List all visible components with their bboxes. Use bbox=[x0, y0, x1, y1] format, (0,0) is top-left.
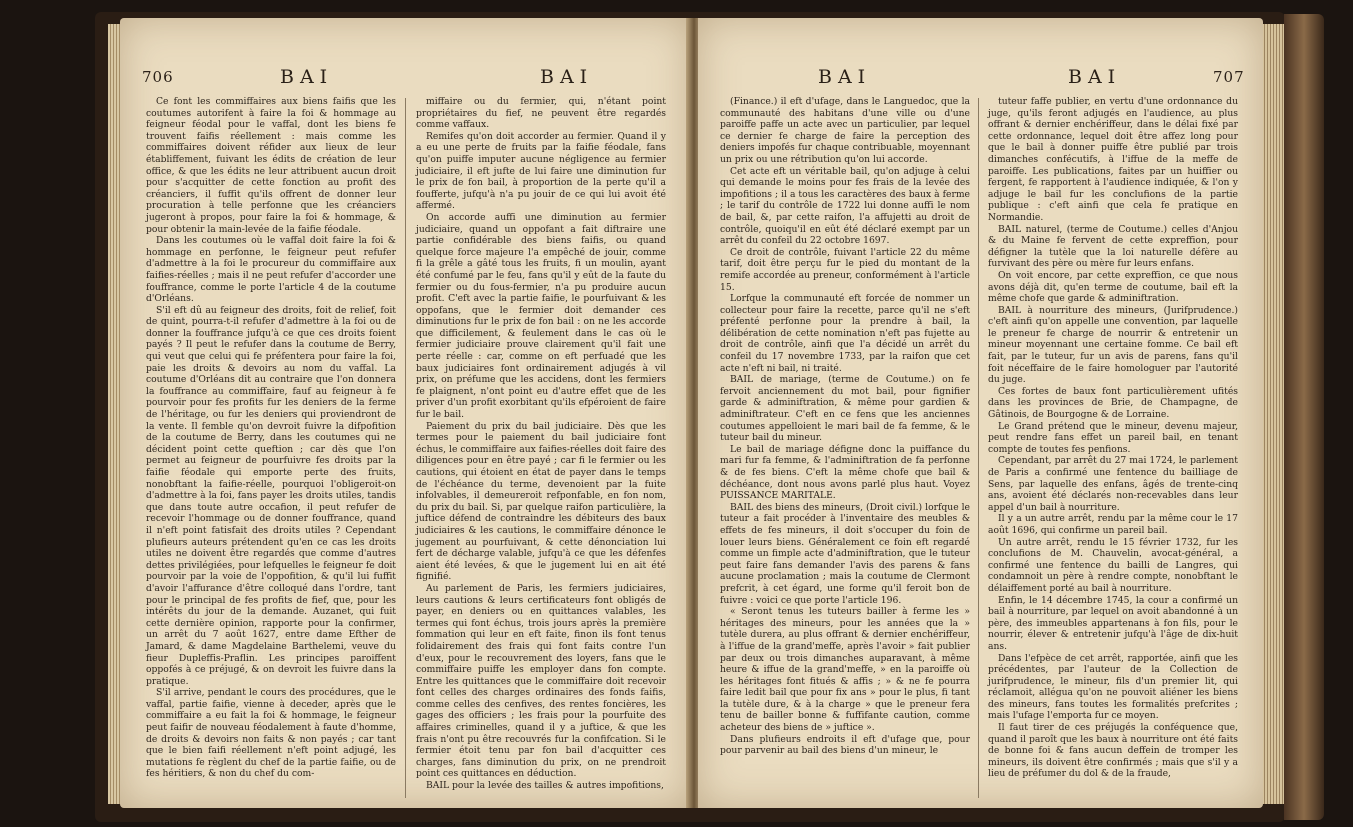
paragraph: BAIL de mariage, (terme de Coutume.) on fe fervoit anciennement du mot bail, pour fignifier garde & adminiftration, & même pour gardien & adminiftrateur. C'eft en ce fens que les anciennes coutumes appelloient le mari bail de fa femme, & le tuteur bail du mineur. bbox=[720, 374, 970, 444]
left-page-column-1 bbox=[146, 96, 396, 780]
paragraph: Cependant, par arrêt du 27 mai 1724, le parlement de Paris a confirmé une fentence du bailliage de Sens, par laquelle des enfans, âgés de trente-cinq ans, avoient été déclarés non-recevables dans leur appel d'un bail à nourriture. bbox=[988, 455, 1238, 513]
right-page-column-1 bbox=[720, 96, 970, 757]
paragraph: Cet acte eft un véritable bail, qu'on adjuge à celui qui demande le moins pour fes frais de la levée des impofitions ; il a tous les caractères des baux à ferme ; le tarif du contrôle de 1722 lui donne auffi le nom de bail, &, par cette raifon, l'a affujetti au droit de contrôle, quoiqu'il en eût été déclaré exempt par un arrêt du confeil du 22 octobre 1697. bbox=[720, 165, 970, 247]
paragraph: Paiement du prix du bail judiciaire. Dès que les termes pour le paiement du bail judiciaire font échus, le commiffaire aux faifies-réelles doit faire des diligences pour en être payé ; car fi le fermier ou les cautions, qui étoient en état de payer dans le temps de l'échéance du terme, devenoient par la fuite infolvables, il demeureroit refponfable, en fon nom, du prix du bail. Si, par quelque raifon particulière, la juftice défend de contraindre les débiteurs des baux judiciaires & les cautions, le commiffaire dénonce le jugement au pourfuivant, & cette dénonciation lui fert de décharge valable, jufqu'à ce que les défenfes aient été levées, & que le jugement lui en ait été fignifié. bbox=[416, 420, 666, 583]
running-head-right: BAI bbox=[540, 66, 594, 88]
book-spine bbox=[1284, 14, 1324, 820]
paragraph: BAIL pour la levée des tailles & autres impofitions, bbox=[426, 780, 664, 792]
left-page-header bbox=[120, 66, 690, 92]
paragraph: Au parlement de Paris, les fermiers judiciaires, leurs cautions & leurs certificateurs font obligés de payer, en deniers ou en quittances valables, les termes qui font échus, trois jours après la première fommation qui leur en eft faite, finon ils font tenus folidairement des frais qui font faits contre l'un d'eux, pour le recouvrement des loyers, fans que le commiffaire puiffe les employer dans fon compte. Entre les quittances que le commiffaire doit recevoir font celles des charges ordinaires des fonds faifis, comme celles des cenfives, des rentes foncières, les gages des officiers ; les frais pour la pourfuite des affaires criminelles, quand il y a juftice, & que les frais n'ont pu être recouvrés fur la confifcation. Si le fermier étoit tenu par fon bail d'acquitter ces charges, fans diminution du prix, on ne prendroit point ces quittances en déduction. bbox=[416, 582, 666, 780]
column-divider bbox=[405, 98, 406, 798]
paragraph: On voit encore, par cette expreffion, ce que nous avons déjà dit, qu'en terme de coutume, bail eft la même chofe que garde & adminiftration. bbox=[988, 269, 1238, 305]
left-page bbox=[120, 18, 690, 808]
right-page bbox=[698, 18, 1263, 808]
paragraph: Lorfque la communauté eft forcée de nommer un collecteur pour faire la recette, parce qu'il ne s'eft préfenté perfonne pour la prendre à bail, la délibération de cette nomination n'eft pas fujette au droit de contrôle, ainfi que l'a décidé un arrêt du confeil du 17 novembre 1733, par la raifon que cet acte n'eft ni bail, ni traité. bbox=[720, 293, 970, 374]
paragraph: Dans les coutumes où le vaffal doit faire la foi & hommage en perfonne, le feigneur peut refufer d'admettre à la foi le procureur du commiffaire aux faifies-réelles ; mais il ne peut refufer d'accorder une fouffrance, comme le porte l'article 4 de la coutume d'Orléans. bbox=[146, 235, 396, 305]
paragraph: « Seront tenus les tuteurs bailler à ferme les » héritages des mineurs, pour les années que la » tutèle durera, au plus offrant & dernier enchériffeur, à l'iffue de la grand'meffe, après l'avoir » fait publier par deux ou trois dimanches auparavant, à même heure & iffue de la grand'meffe, » en la paroiffe où les héritages font fitués & affis ; » & ne fe pourra faire ledit bail que pour fix ans » pour le plus, fi tant la tutèle dure, & à la charge » que le preneur fera tenu de bailler bonne & fuffifante caution, comme acheteur des biens de » juftice ». bbox=[720, 606, 970, 734]
paragraph: BAIL naturel, (terme de Coutume.) celles d'Anjou & du Maine fe fervent de cette expreffion, pour défigner la tutèle que la loi naturelle défère au furvivant des père ou mère fur leurs enfans. bbox=[988, 223, 1238, 270]
paragraph: S'il arrive, pendant le cours des procédures, que le vaffal, partie faifie, vienne à deceder, après que le commiffaire a eu fait la foi & hommage, le feigneur peut faifir de nouveau féodalement à faute d'homme, de droits & devoirs non faits & non payés ; car tant que le bien faifi réellement n'eft point adjugé, les mutations fe règlent du chef de la partie faifie, ou de fes héritiers, & non du chef du com- bbox=[146, 687, 396, 780]
paragraph: Enfin, le 14 décembre 1745, la cour a confirmé un bail à nourriture, par lequel on avoit abandonné à un père, des immeubles appartenans à fon fils, pour le nourrir, élever & entretenir jufqu'à l'âge de dix-huit ans. bbox=[988, 594, 1238, 652]
column-divider bbox=[978, 98, 979, 798]
left-page-column-2 bbox=[416, 96, 666, 792]
running-head-right: BAI bbox=[1068, 66, 1122, 88]
page-edges-right bbox=[1262, 24, 1284, 804]
paragraph: Ces fortes de baux font particulièrement ufités dans les provinces de Brie, de Champagne, de Gâtinois, de Bourgogne & de Lorraine. bbox=[988, 385, 1238, 421]
paragraph: On accorde auffi une diminution au fermier judiciaire, quand un oppofant a fait diftraire une partie confidérable des biens faifis, ou quand quelque force majeure l'a empêché de jouir, comme fi la grêle a gâté tous les fruits, fi un moulin, ayant été confumé par le feu, fans qu'il y eût de la faute du fermier ou du fous-fermier, n'a pu produire aucun profit. C'eft avec la partie faifie, le pourfuivant & les oppofans, que le fermier doit demander ces diminutions fur le prix de fon bail : on ne les accorde que difficilement, & feulement dans le cas où le fermier judiciaire prouve clairement qu'il fait une perte réelle : car, comme on eft perfuadé que les baux judiciaires font ordinairement adjugés à vil prix, on préfume que les accidens, dont les fermiers fe plaignent, n'ont point eu d'autre effet que de les priver d'un profit exorbitant qu'ils efpéroient de faire fur le bail. bbox=[416, 211, 666, 421]
paragraph: Le bail de mariage défigne donc la puiffance du mari fur fa femme, & l'adminiftration de fa perfonne & de fes biens. C'eft la même chofe que bail & déchéance, dont nous avons parlé plus haut. Voyez PUISSANCE MARITALE. bbox=[720, 443, 970, 502]
paragraph: Le Grand prétend que le mineur, devenu majeur, peut rendre fans effet un pareil bail, en tenant compte de toutes fes penfions. bbox=[988, 420, 1238, 455]
right-page-column-2 bbox=[988, 96, 1238, 780]
paragraph: Ce droit de contrôle, fuivant l'article 22 du même tarif, doit être perçu fur le pied du montant de la remife accordée au preneur, conformément à l'article 15. bbox=[720, 246, 970, 293]
page-number: 707 bbox=[1213, 68, 1245, 86]
paragraph: miffaire ou du fermier, qui, n'étant point propriétaires du fief, ne peuvent être regardés comme vaffaux. bbox=[416, 96, 666, 131]
paragraph: (Finance.) il eft d'ufage, dans le Languedoc, que la communauté des habitans d'une ville ou d'une paroiffe paffe un acte avec un particulier, par lequel ce dernier fe charge de faire la perception des deniers impofés fur chaque contribuable, moyennant un prix ou une rétribution qu'on lui accorde. bbox=[720, 96, 970, 165]
paragraph: Remifes qu'on doit accorder au fermier. Quand il y a eu une perte de fruits par la faifie féodale, fans qu'on puiffe imputer aucune négligence au fermier judiciaire, il eft jufte de lui faire une diminution fur le prix de fon bail, à proportion de la perte qu'il a foufferte, jufqu'à n'a pu jouir de ce qui lui avoit été affermé. bbox=[416, 130, 666, 212]
paragraph: BAIL des biens des mineurs, (Droit civil.) lorfque le tuteur a fait procéder à l'inventaire des meubles & effets de fes mineurs, il doit s'occuper du foin de louer leurs biens. Généralement ce foin eft regardé comme un fimple acte d'adminiftration, que le tuteur peut faire fans demander l'avis des parens & fans aucune proclamation ; mais la coutume de Clermont prefcrit, à cet égard, une forme qu'il feroit bon de fuivre : voici ce que porte l'article 196. bbox=[720, 501, 970, 606]
paragraph: S'il eft dû au feigneur des droits, foit de relief, foit de quint, pourra-t-il refufer d'admettre à la foi ou de donner la fouffrance jufqu'à ce que ces droits foient payés ? Il peut le refufer dans la coutume de Berry, qui veut que celui qui fe préfentera pour faire la foi, paie les droits & devoirs au nom du vaffal. La coutume d'Orléans dit au contraire que l'on donnera la fouffrance au commiffaire, fauf au feigneur à fe pourvoir pour fes profits fur les deniers de la ferme de l'héritage, ou fur les deniers qui proviendront de la vente. Il femble qu'on devroit fuivre la difpofition de la coutume de Berry, dans les coutumes qui ne décident point cette queftion ; car dès que l'on permet au feigneur de pourfuivre fes droits par la faifie féodale qui emporte perte des fruits, nonobftant la faifie-réelle, pourquoi l'obligeroit-on d'admettre à la foi, fans payer les droits utiles, tandis que dans toute autre occafion, il peut refufer de recevoir l'hommage ou de donner fouffrance, quand il n'eft point fatisfait des droits utiles ? Cependant plufieurs auteurs prétendent qu'en ce cas les droits utiles ne doivent être regardés que comme d'autres dettes privilégiées, pour lefquelles le feigneur fe doit pourvoir par la voie de l'oppofition, & qu'il lui fuffit d'avoir l'affurance d'être colloqué dans l'ordre, tant pour le principal de fes profits de fief, que, pour les intérêts du jour de la demande. Auzanet, qui fuit cette dernière opinion, rapporte pour la confirmer, un arrêt du 7 août 1627, entre dame Efther de Jamard, & dame Magdelaine Barthelemi, veuve du fieur Dupleffis-Praflin. Les principes paroiffent oppofés à ce préjugé, & on devroit les fuivre dans la pratique. bbox=[146, 304, 396, 687]
paragraph: Il y a un autre arrêt, rendu par la même cour le 17 août 1696, qui confirme un pareil bail. bbox=[988, 513, 1238, 536]
paragraph: Dans l'efpèce de cet arrêt, rapportée, ainfi que les précédentes, par l'auteur de la Collection de jurifprudence, le mineur, fils d'un premier lit, qui réclamoit, allégua qu'on ne pouvoit aliéner les biens des mineurs, fans toutes les formalités prefcrites ; mais l'ufage l'emporta fur ce moyen. bbox=[988, 652, 1238, 722]
right-page-header bbox=[698, 66, 1263, 92]
paragraph: Ce font les commiffaires aux biens faifis que les coutumes autorifent à faire la foi & hommage au feigneur féodal pour le vaffal, dont les biens fe trouvent faifis réellement : mais comme les commiffaires doivent réfider aux lieux de leur établiffement, fuivant les édits de création de leur office, & que les édits ne leur attribuent aucun droit pour s'acquitter de cette fonction au profit des créanciers, il fuffit qu'ils offrent de donner leur procuration à telle perfonne que les créanciers jugeront à propos, pour faire la foi & hommage, & pour obtenir la main-levée de la faifie féodale. bbox=[146, 96, 396, 235]
paragraph: Un autre arrêt, rendu le 15 février 1732, fur les conclufions de M. Chauvelin, avocat-général, a confirmé une fentence du bailli de Langres, qui condamnoit un père à rendre compte, nonobftant le délaiffement porté au bail à nourriture. bbox=[988, 536, 1238, 594]
running-head-left: BAI bbox=[280, 66, 334, 88]
paragraph: tuteur faffe publier, en vertu d'une ordonnance du juge, qu'ils feront adjugés en l'audience, au plus offrant & dernier enchériffeur, dans le délai fixé par cette ordonnance, lequel doit être affez long pour que le bail à donner puiffe être publié par trois dimanches confécutifs, à l'iffue de la meffe de paroiffe. Les publications, faites par un huiffier ou fergent, fe rapportent à l'audience indiquée, & l'on y adjuge le bail fur les conclufions de la partie publique : c'eft ainfi que cela fe pratique en Normandie. bbox=[988, 96, 1238, 223]
paragraph: Il faut tirer de ces préjugés la conféquence que, quand il paroît que les baux à nourriture ont été faits de bonne foi & fans aucun deffein de tromper les mineurs, ils doivent être confirmés ; mais que s'il y a lieu de préfumer du dol & de la fraude, bbox=[988, 722, 1238, 780]
paragraph: Dans plufieurs endroits il eft d'ufage que, pour pour parvenir au bail des biens d'un mineur, le bbox=[720, 733, 970, 757]
running-head-left: BAI bbox=[818, 66, 872, 88]
paragraph: BAIL à nourriture des mineurs, (Jurifprudence.) c'eft ainfi qu'on appelle une convention, par laquelle le preneur fe charge de nourrir & entretenir un mineur moyennant une certaine fomme. Ce bail eft fait, par le tuteur, fur un avis de parens, fans qu'il foit néceffaire de le faire homologuer par l'autorité du juge. bbox=[988, 304, 1238, 386]
page-number: 706 bbox=[142, 68, 174, 86]
